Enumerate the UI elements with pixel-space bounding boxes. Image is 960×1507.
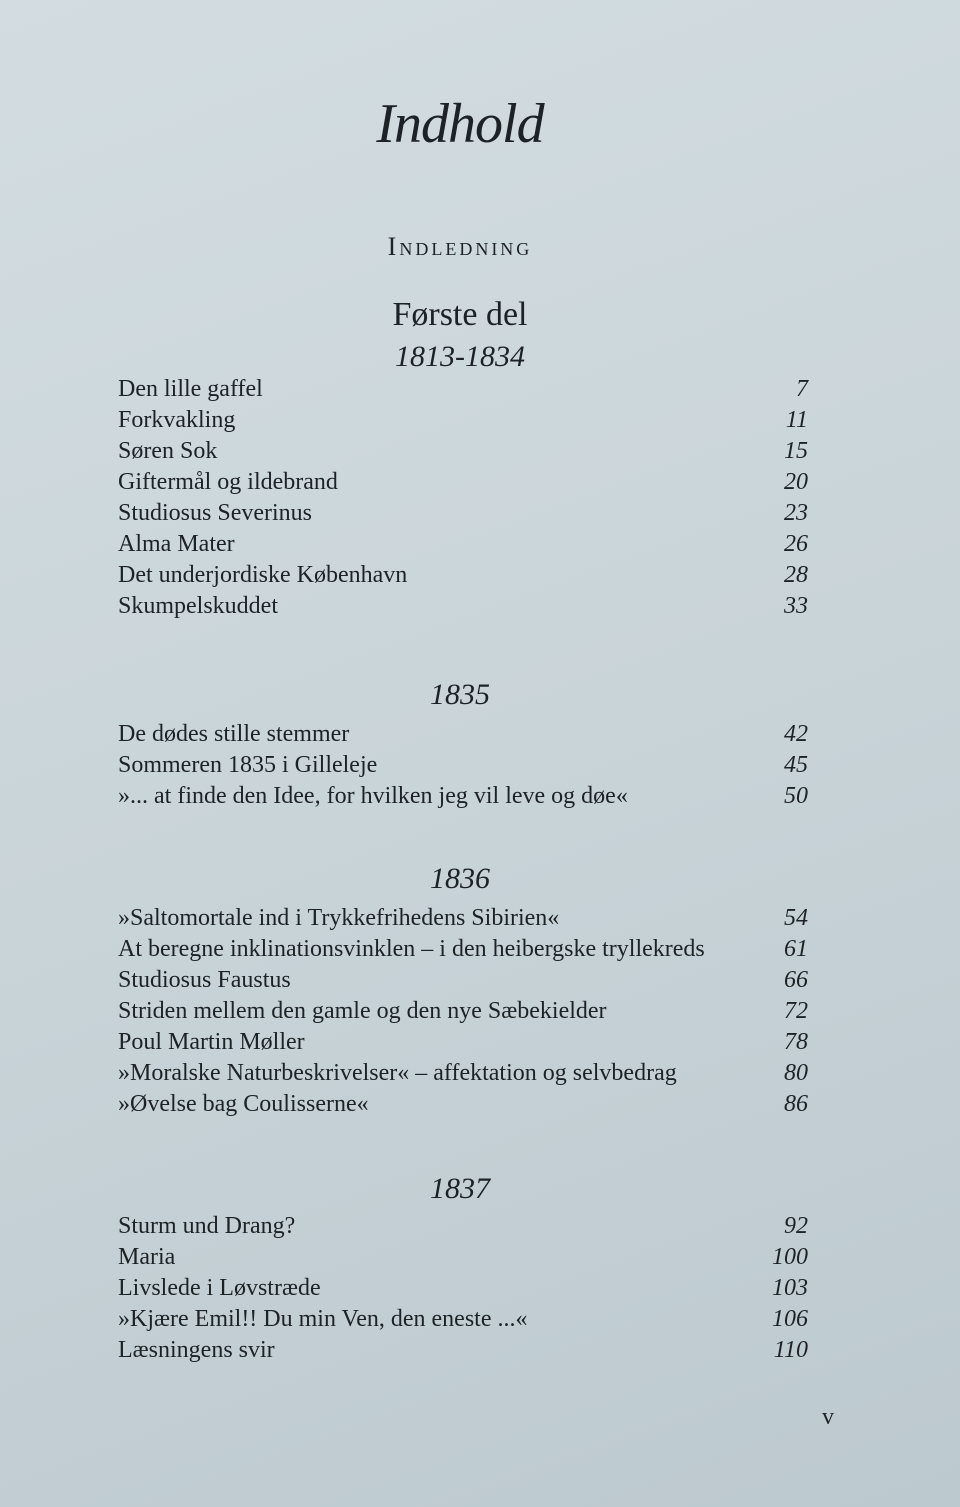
toc-entry — [118, 374, 808, 405]
toc-entry-page: 78 — [784, 1029, 808, 1055]
toc-entry-page: 72 — [784, 998, 808, 1024]
toc-entry — [118, 750, 808, 781]
toc-entry-title: »Kjære Emil!! Du min Ven, den eneste ...« — [118, 1306, 528, 1332]
toc-entry-title: Alma Mater — [118, 531, 235, 557]
toc-entry-page: 80 — [784, 1060, 808, 1086]
toc-entry-page: 26 — [784, 531, 808, 557]
toc-entry-title: Søren Sok — [118, 438, 218, 464]
toc-entry-page: 103 — [772, 1275, 808, 1301]
toc-entry-title: Studiosus Faustus — [118, 967, 291, 993]
toc-entry-page: 33 — [784, 593, 808, 619]
toc-entry-page: 50 — [784, 783, 808, 809]
toc-entry-title: »Øvelse bag Coulisserne« — [118, 1091, 369, 1117]
toc-entry-page: 100 — [772, 1244, 808, 1270]
toc-entry-page: 23 — [784, 500, 808, 526]
toc-entry-page: 42 — [784, 721, 808, 747]
page-number: v — [822, 1404, 834, 1430]
toc-entry-title: Giftermål og ildebrand — [118, 469, 338, 495]
toc-entry-title: At beregne inklinationsvinklen – i den heibergske tryllekreds — [118, 936, 705, 962]
toc-entry — [118, 1089, 808, 1120]
toc-entry-title: Den lille gaffel — [118, 376, 263, 402]
toc-entry-page: 7 — [796, 376, 808, 402]
section-heading: 1835 — [430, 678, 490, 711]
toc-entry-title: Livslede i Løvstræde — [118, 1275, 321, 1301]
toc-entry-page: 45 — [784, 752, 808, 778]
toc-entry — [118, 529, 808, 560]
toc-entry-title: Studiosus Severinus — [118, 500, 313, 526]
toc-entry-page: 61 — [784, 936, 808, 962]
section-heading: 1836 — [430, 862, 490, 895]
toc-entry-page: 54 — [784, 905, 808, 931]
toc-entry — [118, 560, 808, 591]
toc-entry — [118, 1211, 808, 1242]
toc-entry-page: 86 — [784, 1091, 808, 1117]
toc-entry-page: 66 — [784, 967, 808, 993]
toc-entry-page: 92 — [784, 1213, 808, 1239]
toc-section — [118, 374, 808, 622]
introduction-heading: Indledning — [387, 232, 533, 261]
toc-entry — [118, 1335, 808, 1366]
toc-entry-title: Læsningens svir — [118, 1337, 275, 1363]
toc-entry-title: Sommeren 1835 i Gilleleje — [118, 752, 378, 778]
toc-entry-page: 20 — [784, 469, 808, 495]
toc-entry — [118, 591, 808, 622]
section-heading: 1837 — [430, 1172, 490, 1205]
toc-entry-title: »Saltomortale ind i Trykkefrihedens Sibirien« — [118, 905, 560, 931]
toc-entry — [118, 498, 808, 529]
toc-entry-title: De dødes stille stemmer — [118, 721, 350, 747]
toc-entry — [118, 996, 808, 1027]
toc-entry-title: Det underjordiske København — [118, 562, 408, 588]
toc-entry — [118, 1058, 808, 1089]
toc-entry-page: 15 — [784, 438, 808, 464]
toc-entry-title: Sturm und Drang? — [118, 1213, 296, 1239]
toc-entry — [118, 934, 808, 965]
toc-entry — [118, 719, 808, 750]
toc-entry-title: Forkvakling — [118, 407, 236, 433]
toc-entry-title: Striden mellem den gamle og den nye Sæbekielder — [118, 998, 607, 1024]
toc-entry — [118, 781, 808, 812]
toc-entry-title: »Moralske Naturbeskrivelser« – affektation og selvbedrag — [118, 1060, 677, 1086]
toc-entry-page: 28 — [784, 562, 808, 588]
section-heading: 1813-1834 — [395, 340, 525, 373]
toc-entry — [118, 467, 808, 498]
toc-entry-page: 11 — [785, 407, 808, 433]
toc-entry-title: »... at finde den Idee, for hvilken jeg vil leve og døe« — [118, 783, 628, 809]
page-title: Indhold — [376, 93, 544, 155]
toc-entry — [118, 903, 808, 934]
part-heading: Første del — [392, 296, 528, 333]
toc-entry — [118, 1273, 808, 1304]
toc-entry-title: Poul Martin Møller — [118, 1029, 305, 1055]
toc-entry — [118, 1304, 808, 1335]
toc-section — [118, 1211, 808, 1366]
toc-entry — [118, 1027, 808, 1058]
toc-entry — [118, 405, 808, 436]
toc-entry-title: Skumpelskuddet — [118, 593, 278, 619]
toc-entry-page: 110 — [773, 1337, 808, 1363]
toc-entry — [118, 965, 808, 996]
toc-entry — [118, 1242, 808, 1273]
toc-entry-page: 106 — [772, 1306, 808, 1332]
toc-entry — [118, 436, 808, 467]
toc-section — [118, 903, 808, 1120]
toc-entry-title: Maria — [118, 1244, 176, 1270]
toc-section — [118, 719, 808, 812]
